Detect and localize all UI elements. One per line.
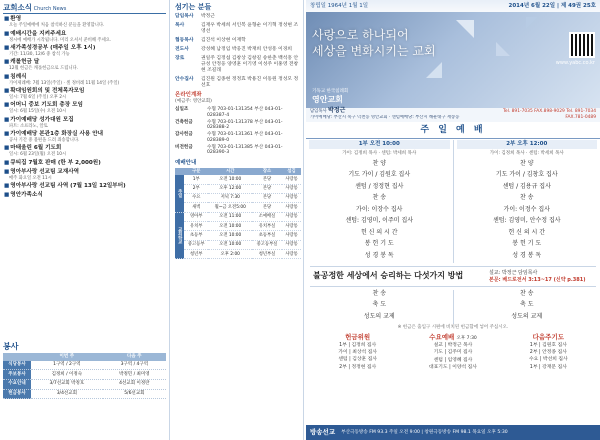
- schedule-time: 오전 10:00: [208, 175, 252, 184]
- service-1: [306, 140, 453, 263]
- bullet-icon: ■: [4, 59, 10, 66]
- schedule-row: [175, 231, 301, 240]
- qr-code-icon[interactable]: [569, 32, 595, 58]
- worship-services: [306, 140, 600, 263]
- wednesday-row: 설교 | 박정근 목사: [433, 343, 473, 348]
- schedule-row: [175, 184, 301, 193]
- schedule-time: 저녁 7:30: [208, 193, 252, 202]
- bullet-icon: ■: [4, 88, 10, 95]
- news-item-detail: 공사 기간 중 불편을 드려 죄송합니다.: [9, 138, 80, 144]
- contact-strip: [306, 108, 600, 122]
- offering-row: 1부 | 김정희 집사: [339, 342, 377, 348]
- church-address: 가이예배당: 부산시 북구 덕천동 영안교회 · 센텀예배당: 부산시 해운대구 재송동: [310, 114, 460, 120]
- service-row: [3, 361, 166, 370]
- news-item: [4, 31, 165, 43]
- service-table-title: 봉사: [3, 342, 19, 351]
- wednesday-service: 수요예배 오후 7:30 설교 | 박정근 목사 기도 | 김주미 집사 센텀 | 임영혜 집사 대표기도 | 이양석 집사: [405, 333, 500, 373]
- nextweek-row: 2부 | 안정종 집사: [529, 349, 567, 355]
- schedule-type: 영아부: [184, 212, 208, 221]
- schedule-time: 오전 11:00: [208, 212, 252, 221]
- schedule-header: 시간: [208, 168, 252, 175]
- pinwheel-icon: [496, 42, 510, 56]
- service-row: [3, 370, 166, 380]
- service-2-head: 2부 오후 12:00: [457, 140, 598, 149]
- service-2-after-line: 찬 송: [520, 289, 534, 297]
- offering-row: 2부 | 정정현 집사: [339, 364, 377, 370]
- news-item: [4, 45, 165, 57]
- service-2: [453, 140, 600, 263]
- schedule-place: 유치부실: [252, 222, 282, 231]
- nextweek-row: 수요 | 박선희 집사: [529, 357, 568, 363]
- worship-title: 주 일 예 배: [306, 125, 600, 139]
- schedule-row: [175, 250, 301, 259]
- schedule-time: 월~금 오전5:00: [208, 203, 252, 212]
- brand-name: 영안교회: [312, 95, 343, 104]
- schedule-time: 오전 10:00: [208, 222, 252, 231]
- service-row: [3, 389, 166, 399]
- account-label: 감사헌금: [175, 132, 193, 138]
- schedule-place: 청년부실: [252, 250, 282, 259]
- pastor-name: 박정근: [327, 107, 346, 115]
- schedule-time: 오전 10:00: [208, 240, 252, 249]
- banner: [306, 12, 600, 108]
- sermon-preacher: 설교: 박정근 담임목사: [489, 270, 538, 277]
- church-url[interactable]: www.yabc.co.kr: [555, 60, 595, 66]
- staff-role: [175, 56, 300, 74]
- account-row: [175, 132, 300, 143]
- bullet-icon: ■: [4, 131, 10, 138]
- schedule-serve: 사랑통: [282, 203, 301, 212]
- staff-role-names: 권일주 김정섭 김창상 김창길 송한춘 백석흥 안규성 안정웅 양영훈 이기영 이성주 이홍영 전창현 조길래: [201, 55, 299, 73]
- pinwheel-icon: [426, 62, 442, 78]
- staff-role-label: 안수집사: [175, 76, 194, 82]
- sermon: [310, 266, 596, 287]
- schedule-type: 초등부: [184, 231, 208, 240]
- account-number: 수협 703-01-131385 부산 043-01-028390-3: [207, 144, 283, 156]
- service-header: 다음 주: [103, 353, 166, 361]
- news-item-title: ■예배시간을 지켜주세요: [4, 30, 67, 37]
- offering-row: 센텀 | 김상훈 집사: [338, 357, 377, 363]
- service-1-line: 봉 헌 기 도: [364, 240, 394, 248]
- news-item-title: ■어머니 중보 기도회 총장 모임: [4, 102, 83, 109]
- service-1-line: 성 경 봉 독: [364, 251, 394, 259]
- service-1-line: 찬 양: [372, 159, 386, 167]
- schedule-serve: 사랑통: [282, 231, 301, 240]
- schedule-serve: 사랑통: [282, 184, 301, 193]
- schedule-place: 소예배실: [252, 212, 282, 221]
- service-1-line: 헌 신 의 시 간: [360, 228, 398, 236]
- schedule-serve: 사랑통: [282, 240, 301, 249]
- staff-role: [175, 14, 300, 20]
- schedule-row: [175, 212, 301, 221]
- service-1-after-line: 성도의 교제: [363, 312, 395, 320]
- news-item-detail: 정시에 예배가 시작됩니다. 미리 오셔서 준비해 주세요.: [9, 37, 112, 43]
- news-item-title: ■침례식: [4, 73, 27, 80]
- service-2-line: 헌 신 의 시 간: [508, 228, 546, 236]
- schedule-place: 본당: [252, 175, 282, 184]
- news-item-detail: 일시: 6월 23일(월) 오전 10시: [9, 152, 67, 158]
- staff-role-names: 박정근: [201, 13, 215, 19]
- bottom-info: [310, 333, 596, 373]
- account-row: [175, 120, 300, 131]
- broadcast-text: 부산극동방송 FM 93.3 주일 오전 9:00 | 창원극동방송 FM 98.1 목요일 오후 5:30: [341, 429, 508, 435]
- service-1-after-line: 축 도: [372, 301, 386, 309]
- broadcast-footer: [306, 425, 600, 440]
- worship-column: [306, 0, 600, 440]
- service-row-label: 수요안내: [3, 379, 31, 389]
- service-this-week: 3/4선교회: [31, 389, 103, 399]
- schedule-place: 본당: [252, 193, 282, 202]
- news-item-title: ■새가족성경공부 (매주일 오후 1시): [4, 45, 96, 52]
- brand-sub: 기독교 한국침례회: [312, 89, 349, 95]
- service-1-line: 가이: 이장수 집사: [356, 205, 403, 213]
- service-2-line: 센텀: 김영미, 안수정 집사: [492, 217, 561, 225]
- service-this-week: 김정희 / 이정숙: [31, 370, 103, 380]
- news-item-detail: 12월 헌금은 캐롤헌금으로 드립니다.: [9, 66, 79, 72]
- bullet-icon: ■: [4, 73, 10, 80]
- service-2-lead: 가이: 김정희 목사 · 센텀: 박세희 목사: [489, 151, 564, 157]
- service-1-line: 센텀 / 정정현 집사: [355, 182, 404, 190]
- news-item-title: ■캐롤헌금 달: [4, 59, 40, 66]
- service-1-lead: 가이: 김정희 목사 · 센텀: 박세희 목사: [342, 151, 417, 157]
- schedule-serve: 사랑통: [282, 175, 301, 184]
- service-2-line: 성 경 봉 독: [512, 251, 542, 259]
- service-next-week: 박정민 / 최미영: [103, 370, 166, 380]
- schedule-type: 수요: [184, 193, 208, 202]
- schedule-serve: 사랑통: [282, 222, 301, 231]
- service-2-line: 센텀 / 김용규 집사: [502, 182, 551, 190]
- schedule-serve: 사랑통: [282, 250, 301, 259]
- news-item-detail: 일시: 6월 15일(수) 오전 10시: [9, 109, 67, 115]
- staff-role-label: 협동목사: [175, 37, 194, 43]
- schedule-row: [175, 193, 301, 202]
- staff-role: [175, 77, 300, 89]
- account-row: [175, 107, 300, 118]
- next-week-prayer: 다음주기도 1부 | 김원호 집사 2부 | 안정종 집사 수요 | 박선희 집사 1부 | 강재문 집사: [501, 333, 596, 373]
- news-item: [4, 160, 165, 167]
- schedule-type: 청년부: [184, 250, 208, 259]
- service-row-label: 주보봉사: [3, 370, 31, 380]
- service-1-after-line: 찬 송: [372, 289, 386, 297]
- bullet-icon: ■: [4, 16, 10, 23]
- service-2-line: 봉 헌 기 도: [512, 240, 542, 248]
- online-account-sub: (예금주: 영안교회): [175, 99, 212, 105]
- news-item: [4, 192, 165, 199]
- bullet-icon: ■: [4, 183, 10, 190]
- news-item: [4, 74, 165, 86]
- staff-role: [175, 23, 300, 35]
- schedule-serve: 사랑통: [282, 212, 301, 221]
- service-table: [3, 353, 166, 399]
- account-number: 수협 703-01-131354 부산 043-01-028387-4: [207, 107, 283, 118]
- staff-column: [172, 0, 304, 440]
- slogan: 사랑으로 하나되어 세상을 변화시키는 교회: [312, 28, 436, 58]
- account-number: 수협 703-01-131378 부산 043-01-028388-2: [207, 119, 283, 131]
- news-item-title: ■확대임원회의 및 전체목자모임: [4, 88, 85, 95]
- church-tel: Tel. 891-7035 FAX.898-9029 Tel. 891-7034 FAX.781-0489: [502, 109, 596, 120]
- worship-after: [306, 290, 600, 325]
- issue-date: 2014년 6월 22일 | 제 49권 25호: [508, 2, 596, 9]
- sermon-title: 불공정한 세상에서 승리하는 다섯가지 방법: [313, 271, 464, 281]
- news-item: [4, 117, 165, 129]
- news-item-title: ■환영: [4, 16, 22, 23]
- service-header: 이번 주: [31, 353, 103, 361]
- sermon-details: [489, 270, 593, 283]
- wednesday-row: 기도 | 김주미 집사: [433, 350, 473, 356]
- pastor-info: 담임목사 박정근 가이예배당: 부산시 북구 덕천동 영안교회 · 센텀예배당: 부산시 해운대구 재송동: [310, 107, 490, 120]
- offering-row: 가이 | 최상석 집사: [338, 349, 377, 355]
- account-number: 수협 703-01-131361 부산 043-01-028389-0: [207, 132, 283, 143]
- online-account-title: 온라인계좌: [175, 91, 202, 98]
- staff-role-label: 목사: [175, 22, 185, 28]
- bullet-icon: ■: [4, 102, 10, 109]
- news-item-detail: 기간: 11/30, 12/6 중 참석 가능: [9, 52, 70, 58]
- bullet-icon: ■: [4, 192, 10, 199]
- news-item: [4, 131, 165, 143]
- service-header: [3, 353, 31, 361]
- service-2-line: 기도 가이 / 김창호 집사: [495, 171, 558, 179]
- staff-role-label: 장로: [175, 55, 185, 61]
- schedule-title: 예배안내: [175, 159, 197, 166]
- offering-committee: 헌금위원 1부 | 김정희 집사 가이 | 최상석 집사 센텀 | 김상훈 집사 2부 | 정정현 집사: [310, 333, 405, 373]
- service-row-label: 헌금봉사: [3, 389, 31, 399]
- schedule-group: 주일: [175, 175, 184, 212]
- schedule-serve: 사랑통: [282, 193, 301, 202]
- schedule-place: 중고등부실: [252, 240, 282, 249]
- service-next-week: 3구역 / 4구역: [103, 361, 166, 370]
- schedule-type: 중고등부: [184, 240, 208, 249]
- schedule-header: 장소: [252, 168, 282, 175]
- pinwheel-icon: [526, 17, 538, 29]
- schedule-row: [175, 175, 301, 184]
- wednesday-row: 대표기도 | 이양석 집사: [429, 365, 477, 371]
- broadcast-label: 방송선교: [310, 428, 336, 437]
- bullet-icon: ■: [4, 159, 10, 166]
- news-item: [4, 59, 165, 71]
- account-row: [175, 145, 300, 156]
- news-item-title: ■영아부사랑 선교팀 교재사역: [4, 168, 80, 175]
- service-2-line: 찬 송: [520, 194, 534, 202]
- account-label: 십일조: [175, 107, 189, 113]
- service-1-line: 센텀: 김영미, 이주미 집사: [345, 217, 414, 225]
- schedule-type: 새벽: [184, 203, 208, 212]
- online-accounts: [172, 107, 303, 156]
- church-logo: [312, 89, 348, 105]
- bullet-icon: ■: [4, 30, 10, 37]
- schedule-row: [175, 203, 301, 212]
- schedule-place: 본당: [252, 203, 282, 212]
- service-row: [3, 379, 166, 389]
- nextweek-row: 1부 | 강재문 집사: [529, 364, 567, 370]
- news-list: [0, 16, 169, 199]
- news-item-title: ■영아부사랑 선교팀 사역 (7월 13일 12일부터): [4, 183, 126, 190]
- news-item: [4, 169, 165, 181]
- news-item-title: ■가이예배당 본관1층 화장실 사용 안내: [4, 131, 104, 138]
- schedule-row: [175, 222, 301, 231]
- news-item-detail: 파트: 소프라노, 알토: [9, 123, 48, 129]
- schedule-time: 오전 10:00: [208, 231, 252, 240]
- news-item: [4, 88, 165, 100]
- news-item-detail: 가이제례배: 7월 13일(주일) · 셀 정비례 11월 14일 (주일): [9, 80, 120, 86]
- sermon-text: 본문: 베드로전서 3:13~17 (신약 p.381): [489, 276, 586, 283]
- news-item-detail: 일시: 7월 6일 (주일) 오후 2시: [9, 95, 67, 101]
- service-row-label: 식당봉사: [3, 361, 31, 370]
- schedule-type: 1부: [184, 175, 208, 184]
- account-label: 건축헌금: [175, 119, 193, 125]
- account-label: 비전헌금: [175, 144, 193, 150]
- service-this-week: 1구역 / 2구역: [31, 361, 103, 370]
- news-item-title: ■큐티집 7월호 판매 (한 부 2,000원): [4, 159, 101, 166]
- news-item: [4, 145, 165, 157]
- staff-role-names: 김진원 김종현 정정효 박용진 이동원 정성모 정선호: [201, 76, 299, 88]
- staff-role-names: 강성혜 남정임 박웅진 박재희 안성흥 이경희: [201, 46, 293, 52]
- service-next-week: 4선교회 이정란: [103, 379, 166, 389]
- service-this-week: 3/7선교회 박정호: [31, 379, 103, 389]
- nextweek-row: 1부 | 김원호 집사: [529, 342, 567, 348]
- news-item-detail: 오늘 주일예배에 처음 참석하신 분들을 환영합니다.: [9, 23, 105, 29]
- schedule-time: 오후 12:00: [208, 184, 252, 193]
- offering-note: ※ 헌금은 출입구 시편에 비치된 헌금함에 넣어 주십시오.: [397, 325, 509, 331]
- schedule-row: [175, 240, 301, 249]
- news-column: [0, 0, 170, 440]
- news-item: [4, 16, 165, 28]
- service-2-after-line: 성도의 교제: [511, 312, 543, 320]
- bullet-icon: ■: [4, 45, 10, 52]
- news-item: [4, 183, 165, 190]
- pinwheel-icon: [456, 20, 474, 38]
- schedule-place: 본당: [252, 184, 282, 193]
- schedule-header: [175, 168, 184, 175]
- staff-role-names: 김진석 이상현 이재학: [201, 37, 246, 43]
- service-1-line: 기도 가이 / 김원호 집사: [348, 171, 411, 179]
- service-1-line: 찬 송: [372, 194, 386, 202]
- schedule-table: [175, 168, 301, 260]
- bullet-icon: ■: [4, 168, 10, 175]
- service-2-line: 가이: 이정수 집사: [503, 205, 550, 213]
- news-title: 교회소식: [3, 3, 32, 12]
- schedule-type: 2부: [184, 184, 208, 193]
- staff-roles: [172, 14, 303, 89]
- bullet-icon: ■: [4, 145, 10, 152]
- schedule-time: 오후 2:00: [208, 250, 252, 259]
- staff-role: [175, 38, 300, 44]
- news-item-title: ■마태울린 6월 기도회: [4, 145, 62, 152]
- service-2-after-line: 축 도: [520, 301, 534, 309]
- staff-role-label: 담임목사: [175, 13, 194, 19]
- news-item-detail: 매주 화요일 오전 11시: [9, 175, 52, 181]
- service-1-head: 1부 오전 10:00: [309, 140, 450, 149]
- schedule-group: 교회학교: [175, 212, 184, 259]
- news-item-title: ■영안가족소식: [4, 192, 43, 199]
- news-item: [4, 102, 165, 114]
- schedule-type: 유치부: [184, 222, 208, 231]
- founded-date: 창립일 1964년 1월 1일: [310, 2, 369, 9]
- news-title-en: Church News: [33, 6, 67, 12]
- bullet-icon: ■: [4, 116, 10, 123]
- service-2-line: 찬 양: [520, 159, 534, 167]
- news-header: [3, 3, 166, 14]
- schedule-header: 구분: [184, 168, 208, 175]
- wednesday-row: 센텀 | 임영혜 집사: [433, 357, 473, 363]
- service-table-section: [3, 342, 166, 399]
- schedule-header: 섬김: [282, 168, 301, 175]
- news-item-title: ■가이예배당 성가대원 모집: [4, 116, 74, 123]
- bulletin-meta: [306, 0, 600, 12]
- staff-title: 섬기는 분들: [175, 3, 212, 11]
- schedule-place: 초등부실: [252, 231, 282, 240]
- service-next-week: 5/6선교회: [103, 389, 166, 399]
- staff-role-label: 전도사: [175, 46, 189, 52]
- staff-role-names: 김재우 박세희 서인복 윤형순 이기혁 정성현 조영선: [201, 22, 299, 34]
- staff-role: [175, 47, 300, 53]
